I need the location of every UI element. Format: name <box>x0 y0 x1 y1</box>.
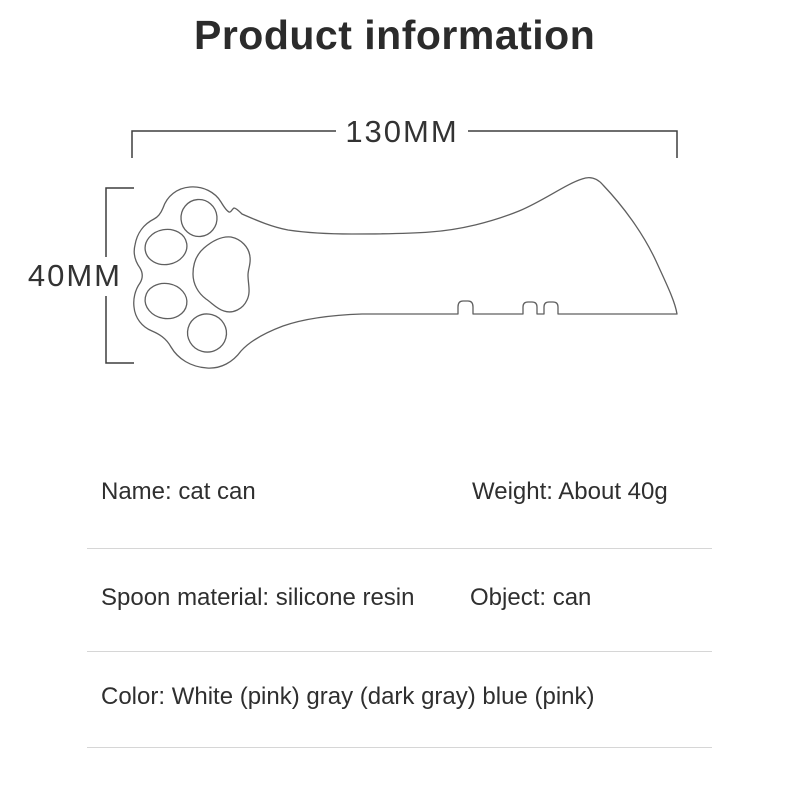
spec-object-value: Object: can <box>470 584 592 611</box>
width-dimension-line-right <box>468 131 677 158</box>
toe-hole-top <box>179 198 218 238</box>
spec-color-value: Color: White (pink) gray (dark gray) blue (pink) <box>101 683 595 710</box>
width-dimension-line-left <box>132 131 336 158</box>
paw-pad-hole <box>193 237 250 312</box>
spec-material-value: Spoon material: silicone resin <box>101 584 415 611</box>
page-title: Product information <box>194 12 596 58</box>
spoon-outer-outline <box>134 178 677 368</box>
height-dimension-line-bottom <box>106 296 134 363</box>
width-dimension-label: 130MM <box>345 114 459 149</box>
toe-hole-left <box>142 226 189 268</box>
spec-weight-value: Weight: About 40g <box>472 478 668 505</box>
row-divider <box>87 548 712 549</box>
row-divider <box>87 747 712 748</box>
row-divider <box>87 651 712 652</box>
height-dimension-label: 40MM <box>27 258 122 293</box>
toe-hole-lower-left <box>142 280 189 322</box>
spoon-outline-drawing <box>134 178 677 368</box>
spec-name-value: Name: cat can <box>101 478 256 505</box>
height-dimension-line-top <box>106 188 134 257</box>
toe-hole-bottom <box>183 310 231 357</box>
